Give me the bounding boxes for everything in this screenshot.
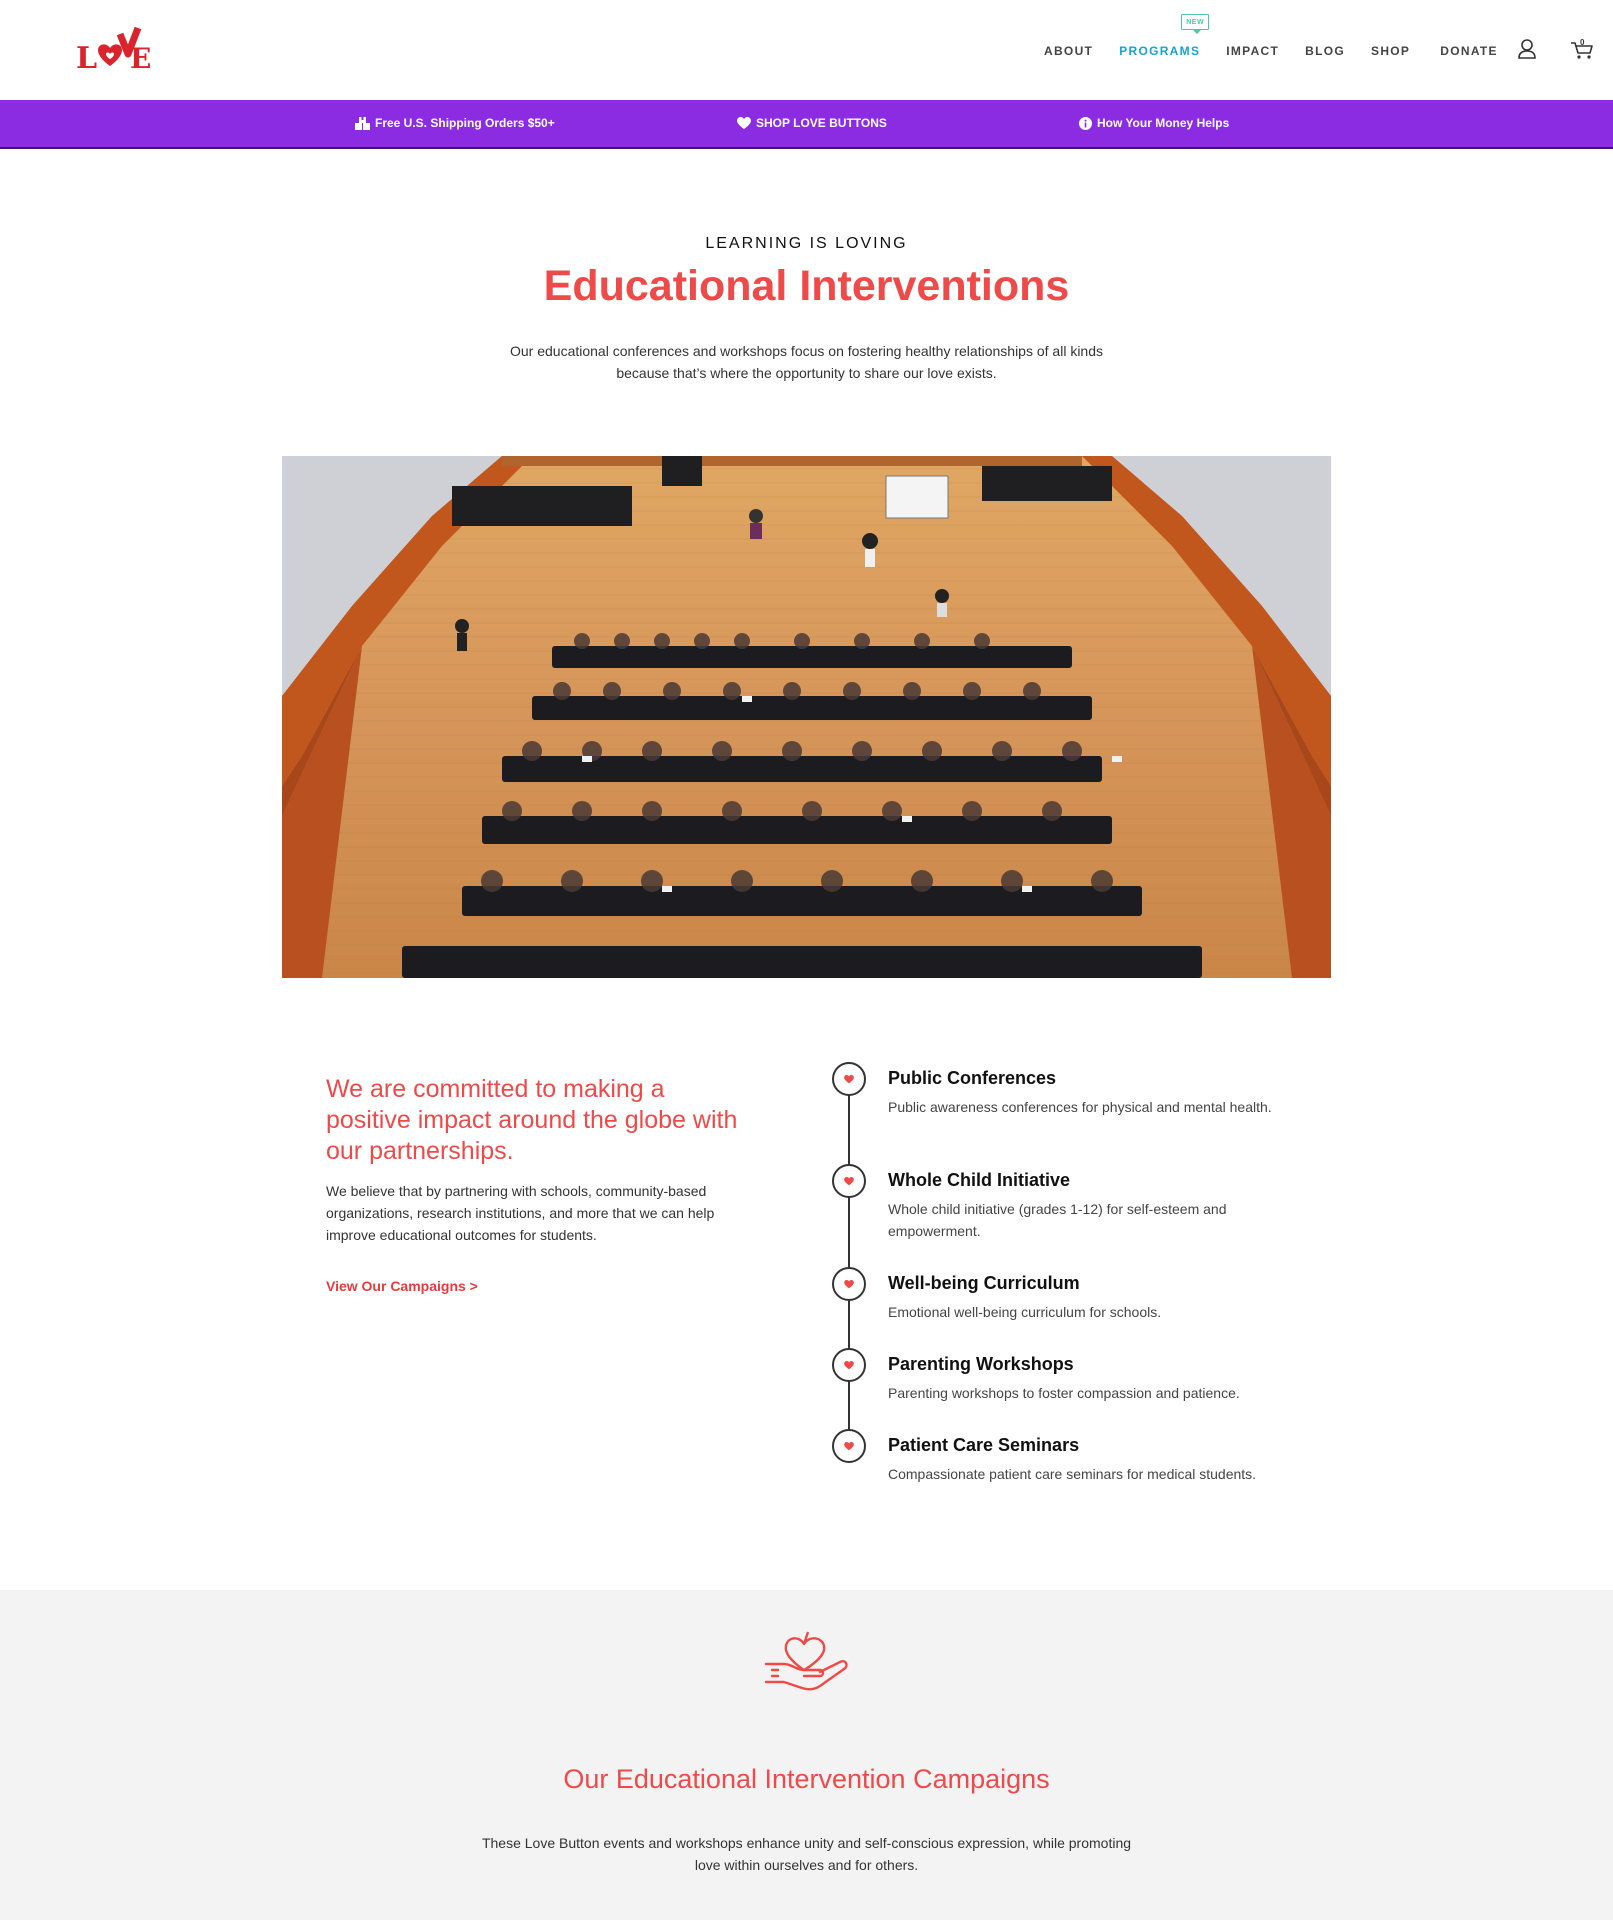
heart-icon [844,1361,854,1370]
conference-photo [282,456,1331,978]
nav-about-label: ABOUT [1044,44,1094,58]
nav-blog-label: BLOG [1305,44,1346,58]
timeline-line [848,1080,850,1444]
heart-icon [844,1177,854,1186]
timeline-dot [832,1429,866,1463]
timeline-item-desc: Compassionate patient care seminars for medical students. [888,1466,1257,1482]
boxes-icon [355,117,370,130]
commitment-description: We believe that by partnering with schools, community-based organizations, research institutions, and more that we can help improve educational outcomes for students. [326,1183,715,1243]
timeline-item-desc: Emotional well-being curriculum for schools. [888,1304,1162,1320]
nav-programs[interactable] [1119,18,1205,58]
timeline-dot [832,1267,866,1301]
timeline-item-desc: Whole child initiative (grades 1-12) for self-esteem and empowerment. [888,1201,1227,1239]
nav-shop[interactable] [1371,44,1410,58]
promo-shop-buttons-label: SHOP LOVE BUTTONS [756,116,887,130]
timeline-item-title: Well-being Curriculum [888,1273,1080,1293]
cart-count: 0 [1580,38,1585,47]
campaigns-title: Our Educational Intervention Campaigns [563,1764,1050,1794]
nav-impact-label: IMPACT [1226,44,1280,58]
heart-icon [844,1442,854,1451]
main-nav [1044,18,1524,58]
svg-text:L: L [76,41,98,74]
nav-donate-label: DONATE [1440,44,1498,58]
campaigns-description: These Love Button events and workshops enhance unity and self-conscious expression, while promoting love within ourselves and for others. [481,1835,1132,1873]
timeline-item-title: Whole Child Initiative [888,1170,1071,1190]
promo-shipping[interactable] [355,116,555,130]
view-campaigns-link[interactable]: View Our Campaigns > [326,1278,478,1294]
love-logo[interactable] [76,24,156,74]
timeline-dot [832,1062,866,1096]
nav-about[interactable] [1044,44,1093,58]
heart-icon [844,1280,854,1289]
timeline-item-desc: Public awareness conferences for physical and mental health. [888,1099,1272,1115]
timeline-dot [832,1164,866,1198]
timeline-item-title: Parenting Workshops [888,1354,1074,1374]
account-icon[interactable] [1517,38,1537,60]
nav-impact[interactable] [1226,44,1279,58]
timeline-item-title: Public Conferences [888,1068,1057,1088]
promo-shop-buttons[interactable] [737,116,887,130]
hand-heart-icon [764,1630,850,1696]
page-title: Educational Interventions [543,262,1070,310]
campaigns-section [0,1590,1613,1920]
promo-money-helps-label: How Your Money Helps [1097,116,1230,130]
timeline-item-desc: Parenting workshops to foster compassion and patience. [888,1385,1240,1401]
svg-text:E: E [130,42,152,74]
nav-blog[interactable] [1305,44,1345,58]
nav-shop-label: SHOP [1371,44,1411,58]
timeline-dot [832,1348,866,1382]
hero-description: Our educational conferences and workshops focus on fostering healthy relationships of all kinds because that’s where the opportunity to share our love exists. [509,343,1103,381]
promo-money-helps[interactable] [1079,116,1229,130]
heart-icon [844,1075,854,1084]
nav-programs-label: PROGRAMS [1119,44,1201,58]
promo-shipping-label: Free U.S. Shipping Orders $50+ [375,116,555,130]
commitment-title: We are committed to making a positive impact around the globe with our partnerships. [326,1075,738,1165]
info-icon [1079,117,1092,130]
nav-donate[interactable] [1440,44,1498,58]
hero-eyebrow: LEARNING IS LOVING [705,235,908,252]
promo-bar [0,100,1613,149]
site-header [0,0,1613,100]
timeline-item-title: Patient Care Seminars [888,1435,1080,1455]
new-badge: NEW [1181,14,1209,30]
heart-icon [737,117,751,130]
